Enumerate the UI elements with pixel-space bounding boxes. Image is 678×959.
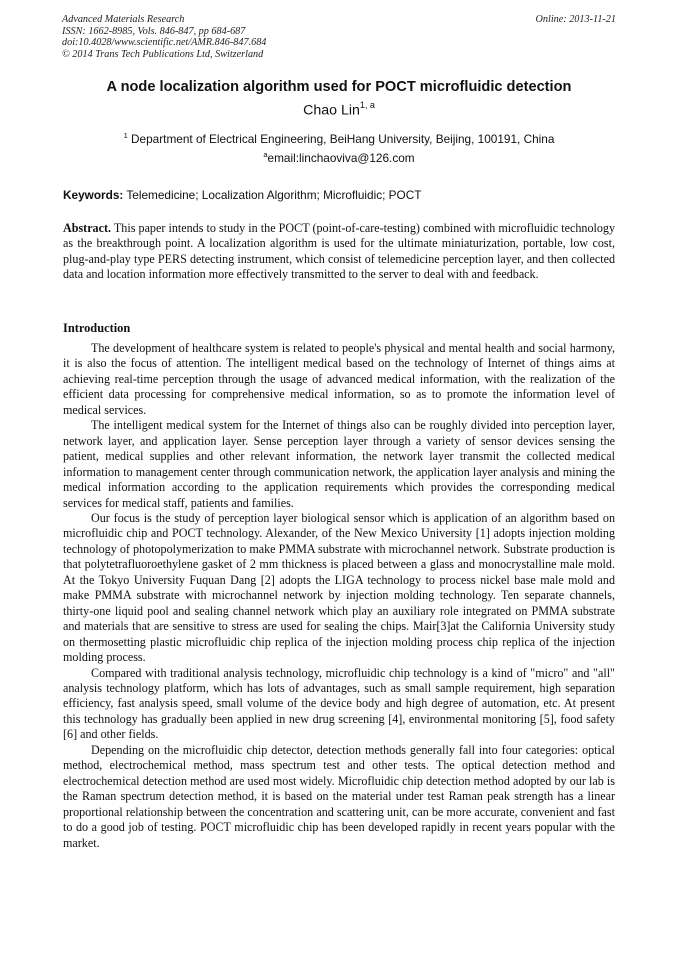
affiliation [0, 132, 678, 146]
abstract-label: Abstract. [63, 221, 112, 235]
issn-line: ISSN: 1662-8985, Vols. 846-847, pp 684-687 [62, 25, 246, 37]
abstract-text: This paper intends to study in the POCT (point-of-care-testing) combined with microfluidic technology as the breakthrough point. A localization algorithm is used for the ultimate miniaturization, portable, low cost, plug-and-play type PERS detecting instrument, which consist of telemedicine perception layer, and then collected data and location information more effectively transmitted to the server to deal with and feedback. [63, 221, 615, 282]
author-name: Chao Lin [303, 102, 360, 119]
section-heading: Introduction [63, 321, 131, 335]
keywords-label: Keywords: [63, 188, 124, 202]
introduction-body [63, 341, 615, 851]
keywords [63, 188, 615, 202]
keywords-text: Telemedicine; Localization Algorithm; Microfluidic; POCT [126, 188, 422, 202]
author-line [0, 101, 678, 119]
paragraph: The development of healthcare system is related to people's physical and mental health and social harmony, it is also the focus of attention. The intelligent medical based on the technology of Internet of things aims at achieving real-time perception through the usage of advanced medical information, with the realization of the efficient data processing for comprehensive medical information, so as to promote the information level of medical services. [63, 341, 615, 417]
email [0, 151, 678, 165]
running-header [62, 14, 616, 60]
abstract [63, 221, 615, 283]
journal-name: Advanced Materials Research [62, 14, 185, 25]
affiliation-sup: 1 [123, 131, 128, 141]
paragraph: Depending on the microfluidic chip detector, detection methods generally fall into four categories: optical method, electrochemical method, mass spectrum test and other tests. The optical detection method and electrochemical detection method are used most widely. Microfluidic chip detection method adopted by our lab is the Raman spectrum detection method, it is based on the material under test Raman peak strength has a linear proportional relationship between the concentration and scattering unit, can be more accurate, convenient and fast to do a good job of testing. POCT microfluidic chip has been developed rapidly in recent years popular with the market. [63, 742, 615, 850]
journal-info [62, 14, 616, 60]
email-sup: a [263, 150, 268, 160]
paragraph: Compared with traditional analysis technology, microfluidic chip technology is a kind of "micro" and "all" analysis technology platform, which has lots of advantages, such as small sample requirement, high separation efficiency, fast analysis speed, small volume of the device body and high degree of automation, etc. At present this technology has gradually been applied in new drug screening [4], environmental monitoring [5], food safety [6] and other fields. [63, 665, 615, 742]
doi-line[interactable]: doi:10.4028/www.scientific.net/AMR.846-847.684 [62, 37, 267, 49]
author-sup: 1, a [359, 100, 375, 110]
copyright-line: © 2014 Trans Tech Publications Ltd, Switzerland [62, 48, 264, 60]
affiliation-text: Department of Electrical Engineering, BeiHang University, Beijing, 100191, China [131, 132, 555, 146]
online-date: Online: 2013-11-21 [535, 14, 616, 25]
paragraph: The intelligent medical system for the Internet of things also can be roughly divided into perception layer, network layer, and application layer. Sense perception layer through a variety of sensor devices sensing the patient, medical supplies and other relevant information, the network layer transmit the collected medical information to management center through communication network, the application layer analysis and mining the medical information according to the application requirements which provides the corresponding medical services for medical staff, patients and families. [63, 418, 615, 510]
paragraph: Our focus is the study of perception layer biological sensor which is application of an algorithm based on microfluidic chip and POCT technology. Alexander, of the New Mexico University [1] adopts injection molding technology of photopolymerization to make PMMA substrate with microchannel network. Substrate production is that polytetrafluoroethylene gasket of 2 mm thickness is placed between a glass and monocrystalline male mold. At the Tokyo University Fuquan Dang [2] adopts the LIGA technology to process nickel base male mold and make PMMA substrate with microchannel network by injection molding technology. Ten separate channels, thirty-one liquid pool and sealing channel network which play an auxiliary role integrated on PMMA substrate and materials that are sensitive to stress are used for sealing the chips. Mair[3]at the California University study on thermosetting plastic microfluidic chip replica of the injection molding process chip replica of the injection molding process. [63, 510, 615, 665]
paper-title: A node localization algorithm used for POCT microfluidic detection [106, 79, 572, 95]
email-text[interactable]: email:linchaoviva@126.com [267, 151, 415, 165]
